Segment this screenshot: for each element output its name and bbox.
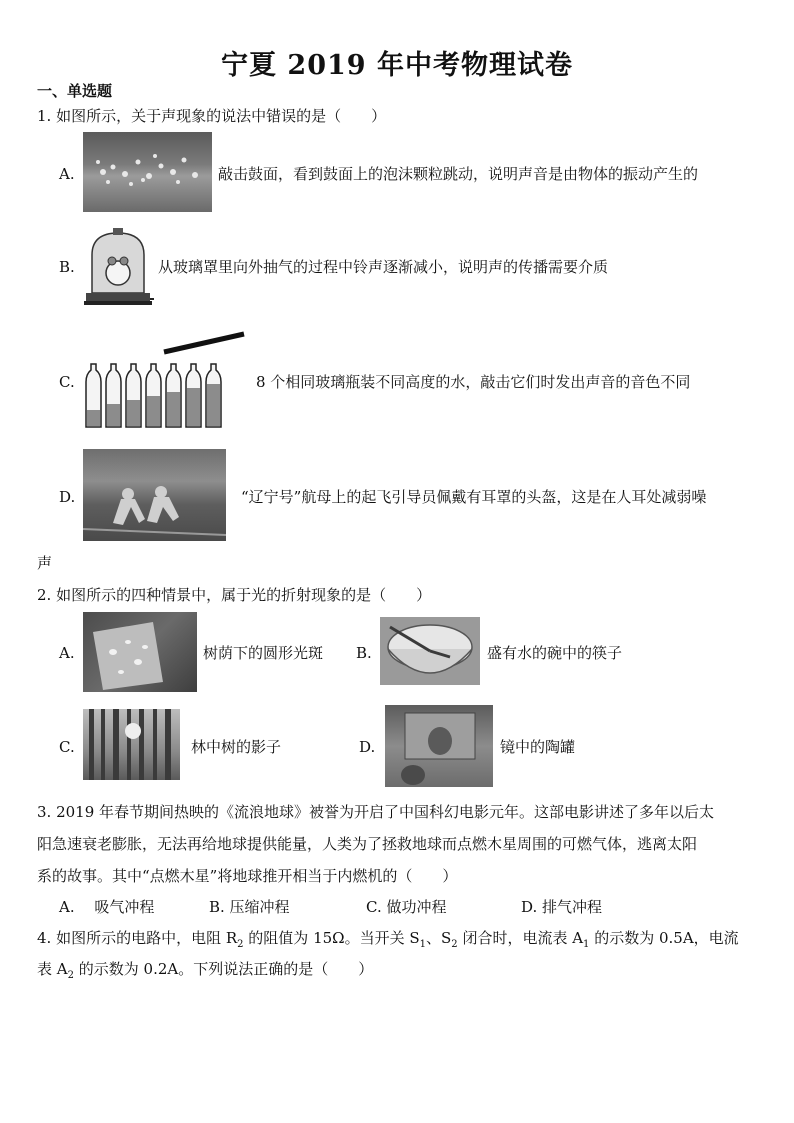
drum-foam-photo [83, 132, 212, 212]
q1-option-d-letter: D. [59, 488, 76, 506]
bowl-chopsticks-photo [380, 617, 480, 685]
q1-option-d-text: “辽宁号”航母上的起飞引导员佩戴有耳罩的头盔，这是在人耳处减弱噪 [241, 488, 707, 506]
q1-option-c-text: 8 个相同玻璃瓶装不同高度的水，敲击它们时发出声音的音色不同 [256, 373, 691, 391]
bell-jar-image [82, 227, 154, 309]
q4-line-2: 表 $A_2$ 的示数为 0.2A。下列说法正确的是（ ） [37, 960, 374, 981]
q1-option-b-letter: B. [59, 258, 75, 276]
mirror-pot-photo [385, 705, 493, 787]
q2-stem: 2. 如图所示的四种情景中，属于光的折射现象的是（ ） [37, 586, 432, 604]
q2-option-a-text: 树荫下的圆形光斑 [203, 644, 324, 662]
forest-shadows-photo [83, 709, 180, 780]
q3-option-b: B. 压缩冲程 [209, 898, 290, 916]
q3-option-a: A. 吸气冲程 [59, 898, 155, 916]
section-heading: 一、单选题 [37, 82, 113, 100]
q1-option-b-text: 从玻璃罩里向外抽气的过程中铃声逐渐减小，说明声的传播需要介质 [158, 258, 609, 276]
q4-line-1: 4. 如图所示的电路中，电阻 $R_2$ 的阻值为 15Ω。当开关 $S_1$、$S_2$ 闭合时，电流表 $A_1$ 的示数为 0.5A，电流 [37, 929, 739, 950]
q2-option-d-text: 镜中的陶罐 [500, 738, 576, 756]
bottles-image [82, 330, 247, 430]
q2-option-b-letter: B. [356, 644, 372, 662]
q2-option-c-letter: C. [59, 738, 75, 756]
q3-option-d: D. 排气冲程 [521, 898, 603, 916]
q2-option-a-letter: A. [59, 644, 75, 662]
q1-option-a-text: 敲击鼓面，看到鼓面上的泡沫颗粒跳动，说明声音是由物体的振动产生的 [218, 165, 699, 183]
tree-shade-light-spots-photo [83, 612, 197, 692]
q2-option-d-letter: D. [359, 738, 376, 756]
q3-line-2: 阳急速衰老膨胀，无法再给地球提供能量，人类为了拯救地球而点燃木星周围的可燃气体，逃离太阳 [37, 835, 698, 853]
q1-option-c-letter: C. [59, 373, 75, 391]
q1-stem: 1. 如图所示，关于声现象的说法中错误的是（ ） [37, 107, 387, 125]
q2-option-b-text: 盛有水的碗中的筷子 [487, 644, 623, 662]
page-title: 宁夏 2019 年中考物理试卷 [221, 50, 573, 81]
carrier-crew-photo [83, 449, 226, 541]
q3-line-1: 3. 2019 年春节期间热映的《流浪地球》被誉为开启了中国科幻电影元年。这部电影讲述了多年以后太 [37, 803, 715, 821]
q2-option-c-text: 林中树的影子 [191, 738, 282, 756]
q1-option-a-letter: A. [59, 165, 75, 183]
q3-option-c: C. 做功冲程 [366, 898, 447, 916]
q1-option-d-continuation: 声 [37, 554, 53, 572]
q3-line-3: 系的故事。其中“点燃木星”将地球推开相当于内燃机的（ ） [37, 867, 458, 885]
